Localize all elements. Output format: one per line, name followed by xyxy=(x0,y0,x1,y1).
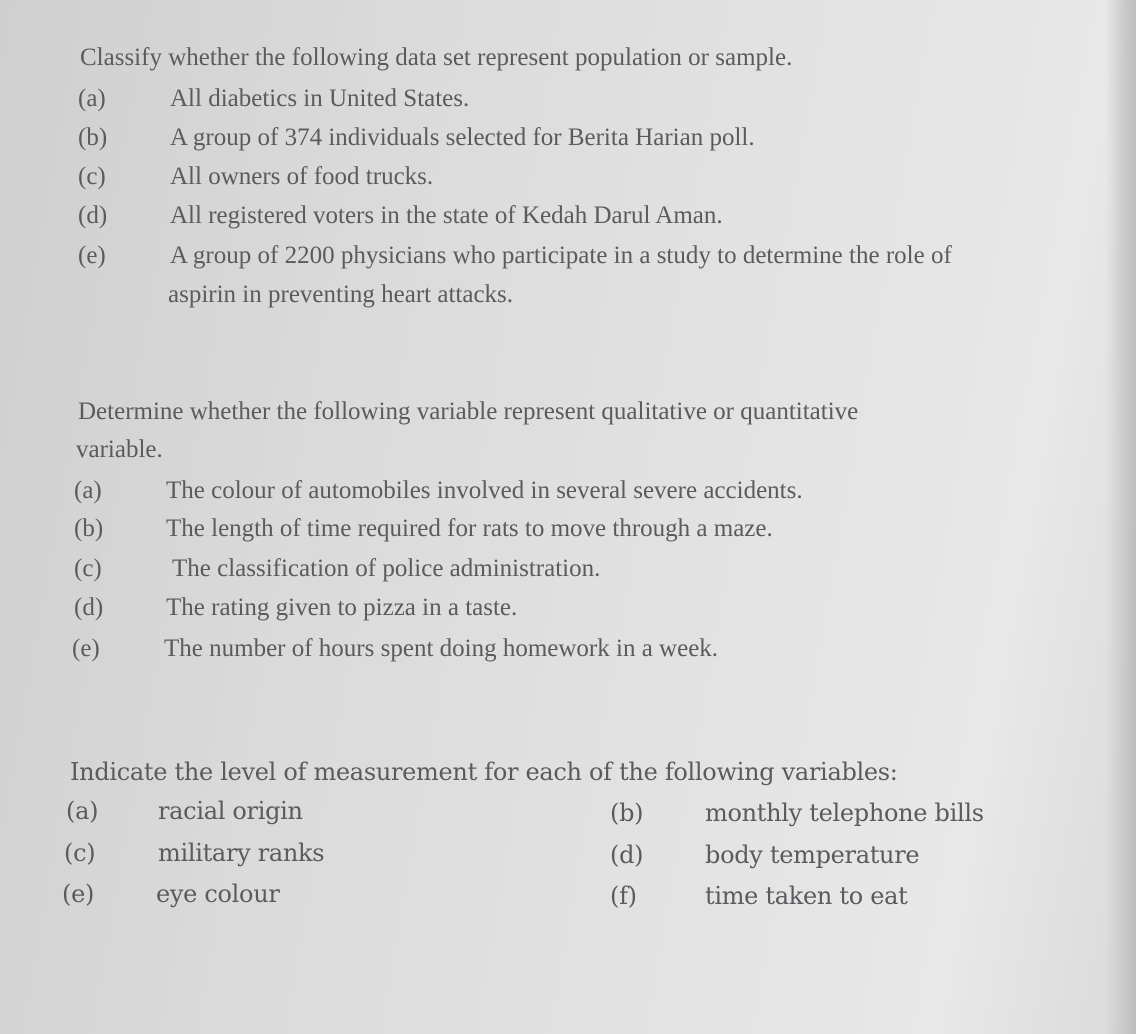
q2-item-c-text: The classification of police administration. xyxy=(172,555,601,582)
q1-item-b-text: A group of 374 individuals selected for Berita Harian poll. xyxy=(170,124,755,151)
q1-item-e-text: A group of 2200 physicians who participate in a study to determine the role of xyxy=(170,242,952,269)
q1-item-b-label: (b) xyxy=(78,124,108,151)
question-2-prompt-continued: variable. xyxy=(76,436,163,463)
q3-item-f-text: time taken to eat xyxy=(705,882,908,910)
q3-item-d-text: body temperature xyxy=(705,841,920,869)
q1-item-e-label: (e) xyxy=(78,242,106,269)
q3-item-c-text: military ranks xyxy=(158,839,325,867)
q1-item-a-text: All diabetics in United States. xyxy=(170,85,470,112)
q2-item-a-label: (a) xyxy=(74,477,102,504)
q2-item-b-label: (b) xyxy=(74,515,104,542)
q1-item-d-label: (d) xyxy=(78,202,108,229)
q2-item-e-text: The number of hours spent doing homework in a week. xyxy=(164,635,719,662)
q1-item-e-text-continued: aspirin in preventing heart attacks. xyxy=(168,281,514,308)
q2-item-d-label: (d) xyxy=(74,594,104,621)
page-edge-shadow xyxy=(1106,0,1136,1034)
q2-item-a-text: The colour of automobiles involved in several severe accidents. xyxy=(166,477,803,504)
q3-item-a-text: racial origin xyxy=(158,797,303,825)
q3-item-e-text: eye colour xyxy=(156,880,280,908)
q1-item-c-text: All owners of food trucks. xyxy=(170,163,434,190)
q2-item-b-text: The length of time required for rats to move through a maze. xyxy=(166,515,773,542)
question-3-prompt: Indicate the level of measurement for each of the following variables: xyxy=(70,758,898,786)
q3-item-c-label: (c) xyxy=(64,839,96,867)
q3-item-e-label: (e) xyxy=(62,880,95,908)
q3-item-b-text: monthly telephone bills xyxy=(705,799,984,827)
q3-item-b-label: (b) xyxy=(610,799,644,827)
question-2-prompt: Determine whether the following variable represent qualitative or quantitative xyxy=(78,398,859,425)
q1-item-c-label: (c) xyxy=(78,163,106,190)
q1-item-d-text: All registered voters in the state of Kedah Darul Aman. xyxy=(170,202,723,229)
q3-item-a-label: (a) xyxy=(66,797,99,825)
question-1-prompt: Classify whether the following data set represent population or sample. xyxy=(80,44,793,71)
q3-item-f-label: (f) xyxy=(610,882,637,910)
q1-item-a-label: (a) xyxy=(78,85,106,112)
q2-item-e-label: (e) xyxy=(72,635,100,662)
q2-item-c-label: (c) xyxy=(74,555,102,582)
q2-item-d-text: The rating given to pizza in a taste. xyxy=(166,594,518,621)
q3-item-d-label: (d) xyxy=(610,841,644,869)
